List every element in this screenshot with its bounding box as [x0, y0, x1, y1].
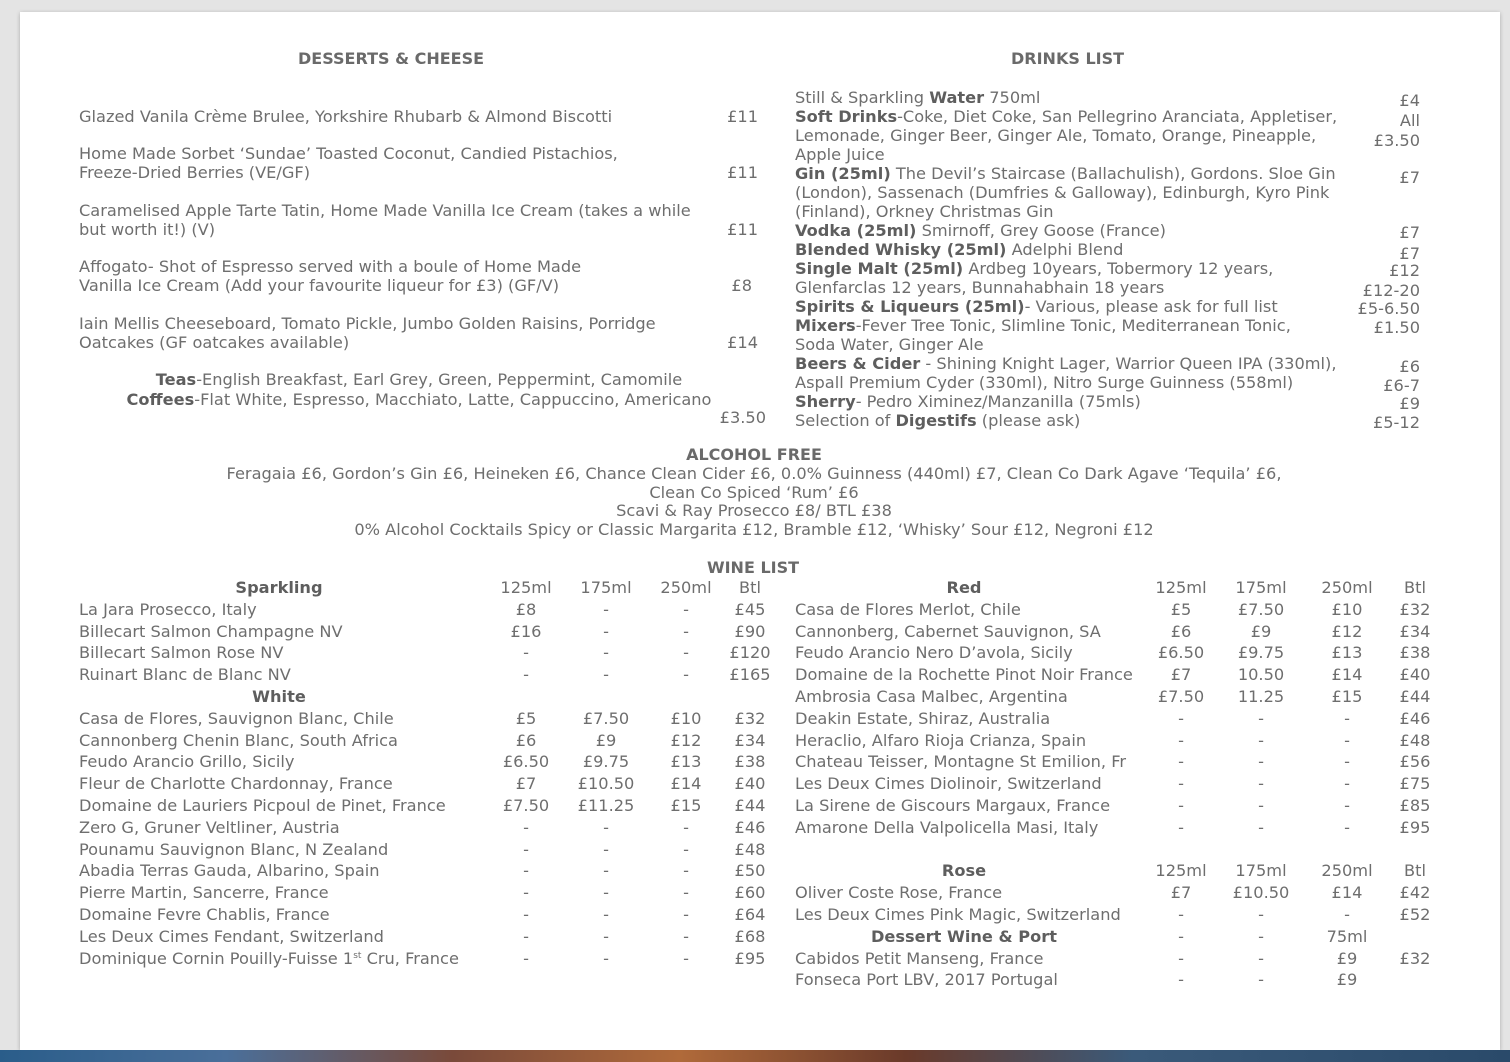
- wine-price-cell: -: [523, 643, 529, 663]
- wine-price-cell: -: [1178, 774, 1184, 794]
- wine-name: Amarone Della Valpolicella Masi, Italy: [795, 817, 1099, 837]
- wine-price-cell: £11.25: [577, 796, 635, 815]
- wine-column-header: 250ml: [1321, 578, 1373, 597]
- wine-price-cell: -: [603, 948, 609, 968]
- drinks-price: £6: [1399, 357, 1420, 376]
- drinks-line: [795, 240, 1337, 259]
- wine-price-cell: -: [1258, 948, 1264, 968]
- drinks-line: [795, 373, 1337, 392]
- wine-price-cell: £14: [1331, 665, 1363, 685]
- wine-price-cell: £68: [734, 926, 766, 946]
- wine-name: Deakin Estate, Shiraz, Australia: [795, 708, 1051, 728]
- drinks-line-text: Selection of: [795, 411, 896, 430]
- wine-price-cell: £32: [734, 708, 766, 728]
- dessert-price: £11: [727, 220, 758, 239]
- wine-row: [20, 751, 1500, 773]
- wine-price-cell: -: [603, 883, 609, 903]
- wine-name: La Sirene de Giscours Margaux, France: [795, 796, 1111, 815]
- wine-name: Fonseca Port LBV, 2017 Portugal: [795, 970, 1058, 990]
- drinks-price: £9: [1399, 394, 1420, 413]
- wine-price-cell: £60: [734, 883, 766, 903]
- drinks-price: £4: [1399, 91, 1420, 110]
- wine-price-cell: £7.50: [582, 708, 630, 728]
- wine-price-cell: -: [1178, 730, 1184, 750]
- wine-column-header: 75ml: [1326, 926, 1368, 946]
- wine-name: Cannonberg, Cabernet Sauvignon, SA: [795, 621, 1101, 641]
- drinks-line-text: (Finland), Orkney Christmas Gin: [795, 202, 1054, 221]
- wine-name: Domaine de Lauriers Picpoul de Pinet, France: [79, 796, 446, 815]
- drinks-category: Single Malt (25ml): [795, 259, 964, 278]
- wine-price-cell: £10: [670, 708, 702, 728]
- drinks-category: Spirits & Liqueurs (25ml): [795, 297, 1025, 316]
- alcohol-free-line: Scavi & Ray Prosecco £8/ BTL £38: [616, 501, 892, 520]
- drinks-price: £1.50: [1373, 318, 1420, 337]
- wine-row: [20, 904, 1500, 926]
- wine-price-cell: £7.50: [1237, 599, 1285, 619]
- wine-price-cell: -: [683, 883, 689, 903]
- drinks-category: Vodka (25ml): [795, 221, 917, 240]
- teas-line: Teas-English Breakfast, Earl Grey, Green, Peppermint, Camomile: [155, 370, 683, 389]
- wine-price-cell: £48: [1399, 730, 1431, 750]
- dessert-price: £8: [731, 276, 752, 295]
- wine-price-cell: £165: [729, 665, 771, 685]
- wine-name: Cabidos Petit Manseng, France: [795, 948, 1044, 968]
- wine-price-cell: £44: [1399, 687, 1431, 706]
- wine-price-cell: -: [1258, 708, 1264, 728]
- drinks-price: All: [1399, 111, 1420, 130]
- wine-price-cell: £15: [670, 796, 702, 815]
- drinks-line-text: (please ask): [976, 411, 1081, 430]
- wine-row: [20, 969, 1500, 991]
- wine-price-cell: -: [1344, 752, 1350, 772]
- drinks-line-text: Still & Sparkling: [795, 88, 930, 107]
- wine-name: La Jara Prosecco, Italy: [79, 599, 257, 619]
- dessert-price: £14: [727, 333, 758, 352]
- wine-price-cell: £42: [1399, 883, 1431, 903]
- wine-price-cell: £7.50: [502, 796, 550, 815]
- drinks-line-text: -Fever Tree Tonic, Slimline Tonic, Mediterranean Tonic,: [855, 316, 1291, 335]
- wine-price-cell: £14: [1331, 883, 1363, 903]
- wine-price-cell: -: [603, 905, 609, 924]
- drinks-line: [795, 335, 1337, 354]
- wine-price-cell: £95: [1399, 817, 1431, 837]
- wine-price-cell: £56: [1399, 752, 1431, 772]
- wine-price-cell: £38: [1399, 643, 1431, 663]
- drinks-line-text: Ardbeg 10years, Tobermory 12 years,: [963, 259, 1274, 278]
- wine-price-cell: £6: [515, 730, 537, 750]
- wine-price-cell: £7: [1170, 883, 1192, 903]
- wine-price-cell: -: [603, 926, 609, 946]
- wine-price-cell: £13: [670, 752, 702, 772]
- wine-price-cell: -: [523, 665, 529, 685]
- drinks-line: [795, 107, 1337, 126]
- wine-price-cell: -: [1178, 708, 1184, 728]
- wine-price-cell: £32: [1399, 599, 1431, 619]
- wine-column-header: 125ml: [500, 578, 552, 597]
- wine-price-cell: £40: [1399, 665, 1431, 685]
- wine-price-cell: -: [683, 861, 689, 881]
- wine-row: [20, 882, 1500, 904]
- wine-column-header: -: [1178, 926, 1184, 946]
- wine-price-cell: £12: [670, 730, 702, 750]
- wine-price-cell: -: [523, 948, 529, 968]
- drinks-line: [795, 297, 1337, 316]
- alcohol-free-line: Feragaia £6, Gordon’s Gin £6, Heineken £6, Chance Clean Cider £6, 0.0% Guinness (440ml) £7, Clean Co Dark Agave ‘Tequila’ £6,: [226, 464, 1282, 483]
- drinks-category: Sherry: [795, 392, 856, 411]
- wine-section-title: Dessert Wine & Port: [870, 926, 1058, 946]
- wine-price-cell: £34: [1399, 621, 1431, 641]
- dessert-item: Affogato- Shot of Espresso served with a boule of Home Made Vanilla Ice Cream (Add your favourite liqueur for £3) (GF/V): [79, 257, 582, 295]
- drinks-category: Water: [929, 88, 985, 107]
- drinks-list: [795, 88, 1337, 430]
- wine-price-cell: £46: [1399, 708, 1431, 728]
- wine-price-cell: £7: [515, 774, 537, 794]
- wine-section-header: [20, 860, 1500, 882]
- wine-name: Feudo Arancio Nero D’avola, Sicily: [795, 643, 1073, 663]
- drinks-line-text: Glenfarclas 12 years, Bunnahabhain 18 years: [795, 278, 1165, 297]
- wine-price-cell: -: [683, 948, 689, 968]
- wine-price-cell: -: [603, 839, 609, 859]
- drinks-price: £5-12: [1372, 413, 1420, 432]
- wine-row: [20, 621, 1500, 643]
- wine-name: Les Deux Cimes Fendant, Switzerland: [79, 926, 384, 946]
- wine-price-cell: -: [603, 665, 609, 685]
- wine-name: Feudo Arancio Grillo, Sicily: [79, 752, 295, 772]
- wine-price-cell: -: [1178, 817, 1184, 837]
- wine-price-cell: £8: [515, 599, 537, 619]
- drinks-price: £7: [1399, 223, 1420, 242]
- wine-price-cell: £10: [1331, 599, 1363, 619]
- wine-price-cell: £38: [734, 752, 766, 772]
- wine-name: Abadia Terras Gauda, Albarino, Spain: [79, 861, 380, 881]
- drinks-line: [795, 354, 1337, 373]
- wine-name-part: Dominique Cornin Pouilly-Fuisse 1: [79, 948, 354, 968]
- wine-row: [20, 948, 1500, 970]
- wine-section-header: [20, 926, 1500, 948]
- wine-price-cell: -: [1344, 796, 1350, 815]
- wine-price-cell: £6: [1170, 621, 1192, 641]
- wine-price-cell: £52: [1399, 905, 1431, 924]
- wine-name-part: Cru, France: [361, 948, 459, 968]
- wine-price-cell: £95: [734, 948, 766, 968]
- wine-price-cell: £45: [734, 599, 766, 619]
- wine-price-cell: £32: [1399, 948, 1431, 968]
- wine-price-cell: -: [603, 643, 609, 663]
- wine-price-cell: -: [603, 621, 609, 641]
- wine-price-cell: £40: [734, 774, 766, 794]
- wine-name: Les Deux Cimes Pink Magic, Switzerland: [795, 905, 1121, 924]
- wine-price-cell: -: [1258, 970, 1264, 990]
- wine-price-cell: £90: [734, 621, 766, 641]
- drinks-line: [795, 259, 1337, 278]
- drinks-line: [795, 126, 1337, 145]
- drinks-category: Digestifs: [895, 411, 977, 430]
- wine-price-cell: £9: [1336, 948, 1358, 968]
- wine-price-cell: £15: [1331, 687, 1363, 706]
- wine-price-cell: £7.50: [1157, 687, 1205, 706]
- wine-row: [20, 817, 1500, 839]
- dessert-price: £11: [727, 107, 758, 126]
- wine-price-cell: -: [683, 621, 689, 641]
- wine-price-cell: -: [523, 817, 529, 837]
- wine-section-title: White: [252, 687, 306, 706]
- drinks-line: [795, 411, 1337, 430]
- dessert-item: Caramelised Apple Tarte Tatin, Home Made Vanilla Ice Cream (takes a while but worth it!) (V): [79, 201, 691, 239]
- wine-name: Domaine de la Rochette Pinot Noir France: [795, 665, 1133, 685]
- dessert-price: £11: [727, 163, 758, 182]
- drinks-price: £12-20: [1362, 281, 1420, 300]
- dessert-item: Glazed Vanila Crème Brulee, Yorkshire Rhubarb & Almond Biscotti: [79, 107, 613, 126]
- wine-price-cell: -: [523, 926, 529, 946]
- wine-price-cell: -: [683, 905, 689, 924]
- wine-column-header: 250ml: [660, 578, 712, 597]
- wine-price-cell: -: [523, 905, 529, 924]
- wine-price-cell: -: [683, 665, 689, 685]
- wine-price-cell: -: [1258, 817, 1264, 837]
- wine-column-header: 250ml: [1321, 861, 1373, 881]
- wine-name: Ruinart Blanc de Blanc NV: [79, 665, 291, 685]
- wine-price-cell: 11.25: [1237, 687, 1285, 706]
- wine-price-cell: £13: [1331, 643, 1363, 663]
- wine-price-cell: £64: [734, 905, 766, 924]
- wine-name: Pounamu Sauvignon Blanc, N Zealand: [79, 839, 389, 859]
- wine-price-cell: £7: [1170, 665, 1192, 685]
- wine-price-cell: £6.50: [1157, 643, 1205, 663]
- menu-page: [20, 12, 1500, 1050]
- wine-row: [20, 664, 1500, 686]
- wine-row: [20, 642, 1500, 664]
- wine-price-cell: -: [603, 599, 609, 619]
- drinks-line: [795, 392, 1337, 411]
- wine-name: Ambrosia Casa Malbec, Argentina: [795, 687, 1068, 706]
- drinks-line-text: - Various, please ask for full list: [1024, 297, 1278, 316]
- wine-price-cell: £9: [595, 730, 617, 750]
- wine-price-cell: -: [1258, 752, 1264, 772]
- wine-price-cell: -: [1178, 948, 1184, 968]
- wine-column-header: 125ml: [1155, 861, 1207, 881]
- wine-price-cell: -: [1344, 730, 1350, 750]
- alcohol-free-title: ALCOHOL FREE: [686, 445, 822, 464]
- drinks-line: [795, 278, 1337, 297]
- wine-column-header: Btl: [1404, 578, 1426, 597]
- wine-list-title: WINE LIST: [706, 558, 800, 577]
- drinks-line-text: Apple Juice: [795, 145, 885, 164]
- wine-name-sup: st: [353, 950, 362, 961]
- drinks-price: £3.50: [1373, 131, 1420, 150]
- wine-section-title: Rose: [941, 861, 987, 881]
- wine-row: [20, 708, 1500, 730]
- wine-name: Chateau Teisser, Montagne St Emilion, Fr: [795, 752, 1127, 772]
- drinks-line: [795, 145, 1337, 164]
- wine-price-cell: -: [1258, 730, 1264, 750]
- wine-name: Les Deux Cimes Diolinoir, Switzerland: [795, 774, 1102, 794]
- drinks-line-text: - Shining Knight Lager, Warrior Queen IPA (330ml),: [920, 354, 1337, 373]
- wine-price-cell: £48: [734, 839, 766, 859]
- alcohol-free-line: Clean Co Spiced ‘Rum’ £6: [649, 483, 859, 502]
- wine-price-cell: -: [1258, 905, 1264, 924]
- drinks-category: Gin (25ml): [795, 164, 891, 183]
- drinks-price: £6-7: [1383, 376, 1420, 395]
- drinks-line: [795, 164, 1337, 183]
- drinks-line: [795, 316, 1337, 335]
- drinks-category: Blended Whisky (25ml): [795, 240, 1007, 259]
- drinks-price: £7: [1399, 168, 1420, 187]
- wine-column-header: Btl: [739, 578, 761, 597]
- wine-price-cell: -: [1178, 905, 1184, 924]
- wine-price-cell: £9.75: [582, 752, 630, 772]
- wine-price-cell: £14: [670, 774, 702, 794]
- wine-price-cell: £9: [1336, 970, 1358, 990]
- wine-price-cell: £5: [1170, 599, 1192, 619]
- wine-name: Casa de Flores Merlot, Chile: [795, 599, 1021, 619]
- wine-price-cell: -: [683, 839, 689, 859]
- drinks-line: [795, 221, 1337, 240]
- wine-price-cell: £120: [729, 643, 771, 663]
- desktop-background-strip: [0, 1050, 1510, 1062]
- drinks-price: £7: [1399, 244, 1420, 263]
- wine-price-cell: -: [1178, 752, 1184, 772]
- wine-name: Billecart Salmon Champagne NV: [79, 621, 343, 641]
- drinks-line-text: - Pedro Ximinez/Manzanilla (75mls): [855, 392, 1141, 411]
- drinks-category: Soft Drinks: [795, 107, 898, 126]
- wine-price-cell: -: [603, 861, 609, 881]
- dessert-item: Iain Mellis Cheeseboard, Tomato Pickle, Jumbo Golden Raisins, Porridge Oatcakes (GF oatcakes available): [79, 314, 656, 352]
- wine-name: Casa de Flores, Sauvignon Blanc, Chile: [79, 708, 394, 728]
- wine-price-cell: £12: [1331, 621, 1363, 641]
- wine-price-cell: -: [603, 817, 609, 837]
- drinks-line-text: Smirnoff, Grey Goose (France): [916, 221, 1166, 240]
- drinks-title: DRINKS LIST: [1011, 49, 1125, 68]
- wine-column-header: 175ml: [1235, 861, 1287, 881]
- drinks-price: £12: [1389, 261, 1420, 280]
- wine-price-cell: -: [1344, 905, 1350, 924]
- wine-row: [20, 599, 1500, 621]
- wine-price-cell: £6.50: [502, 752, 550, 772]
- wine-name: Fleur de Charlotte Chardonnay, France: [79, 774, 393, 794]
- wine-price-cell: -: [1258, 796, 1264, 815]
- drinks-line-text: The Devil’s Staircase (Ballachulish), Gordons. Sloe Gin: [890, 164, 1336, 183]
- wine-section-title: Red: [946, 578, 982, 597]
- wine-price-cell: £5: [515, 708, 537, 728]
- wine-price-cell: £34: [734, 730, 766, 750]
- wine-price-cell: £85: [1399, 796, 1431, 815]
- wine-price-cell: 10.50: [1237, 665, 1285, 685]
- wine-price-cell: -: [523, 883, 529, 903]
- wine-price-cell: £46: [734, 817, 766, 837]
- drinks-line: [795, 202, 1337, 221]
- wine-price-cell: £10.50: [1232, 883, 1290, 903]
- wine-price-cell: -: [523, 839, 529, 859]
- coffees-line: Coffees-Flat White, Espresso, Macchiato, Latte, Cappuccino, Americano: [126, 390, 712, 409]
- wine-name: Pierre Martin, Sancerre, France: [79, 883, 329, 903]
- wine-name: Heraclio, Alfaro Rioja Crianza, Spain: [795, 730, 1087, 750]
- wine-column-header: Btl: [1404, 861, 1426, 881]
- drinks-line-text: Adelphi Blend: [1006, 240, 1124, 259]
- desserts-title: DESSERTS & CHEESE: [298, 49, 485, 68]
- drinks-line-text: -Coke, Diet Coke, San Pellegrino Aranciata, Appletiser,: [897, 107, 1338, 126]
- wine-section-header: [20, 577, 1500, 599]
- wine-price-cell: -: [523, 861, 529, 881]
- tea-coffee-price: £3.50: [719, 408, 766, 427]
- wine-price-cell: £9: [1250, 621, 1272, 641]
- drinks-line-text: Aspall Premium Cyder (330ml), Nitro Surge Guinness (558ml): [795, 373, 1294, 392]
- wine-section-title: Sparkling: [235, 578, 323, 597]
- drinks-line: [795, 88, 1337, 107]
- wine-price-cell: £10.50: [577, 774, 635, 794]
- drinks-category: Beers & Cider: [795, 354, 921, 373]
- wine-name: Domaine Fevre Chablis, France: [79, 905, 330, 924]
- wine-price-cell: -: [683, 643, 689, 663]
- wine-row: [20, 795, 1500, 817]
- wine-price-cell: -: [1344, 708, 1350, 728]
- wine-price-cell: £50: [734, 861, 766, 881]
- wine-name: Oliver Coste Rose, France: [795, 883, 1003, 903]
- wine-price-cell: -: [1178, 970, 1184, 990]
- wine-row: [20, 730, 1500, 752]
- drinks-line-text: Lemonade, Ginger Beer, Ginger Ale, Tomato, Orange, Pineapple,: [795, 126, 1317, 145]
- wine-row: [20, 839, 1500, 861]
- drinks-line-text: (London), Sassenach (Dumfries & Galloway), Edinburgh, Kyro Pink: [795, 183, 1330, 202]
- wine-price-cell: -: [683, 817, 689, 837]
- wine-price-cell: -: [683, 926, 689, 946]
- wine-name: Zero G, Gruner Veltliner, Austria: [79, 817, 340, 837]
- drinks-line: [795, 183, 1337, 202]
- wine-price-cell: -: [1258, 774, 1264, 794]
- wine-price-cell: £16: [510, 621, 542, 641]
- wine-price-cell: -: [1344, 817, 1350, 837]
- wine-column-header: 175ml: [580, 578, 632, 597]
- wine-row: [20, 686, 1500, 708]
- alcohol-free-line: 0% Alcohol Cocktails Spicy or Classic Margarita £12, Bramble £12, ‘Whisky’ Sour £12, Negroni £12: [354, 520, 1154, 539]
- wine-price-cell: £9.75: [1237, 643, 1285, 663]
- wine-name: Cannonberg Chenin Blanc, South Africa: [79, 730, 398, 750]
- wine-price-cell: -: [683, 599, 689, 619]
- dessert-item: Home Made Sorbet ‘Sundae’ Toasted Coconut, Candied Pistachios, Freeze-Dried Berries (VE/GF): [79, 144, 618, 182]
- wine-price-cell: -: [1178, 796, 1184, 815]
- wine-column-header: 175ml: [1235, 578, 1287, 597]
- drinks-price: £5-6.50: [1357, 299, 1420, 318]
- drinks-line-text: 750ml: [984, 88, 1041, 107]
- wine-column-header: 125ml: [1155, 578, 1207, 597]
- wine-price-cell: £75: [1399, 774, 1431, 794]
- wine-price-cell: -: [1344, 774, 1350, 794]
- wine-price-cell: £44: [734, 796, 766, 815]
- wine-column-header: -: [1258, 926, 1264, 946]
- drinks-line-text: Soda Water, Ginger Ale: [795, 335, 984, 354]
- wine-name: Billecart Salmon Rose NV: [79, 643, 284, 663]
- drinks-category: Mixers: [795, 316, 856, 335]
- wine-row: [20, 773, 1500, 795]
